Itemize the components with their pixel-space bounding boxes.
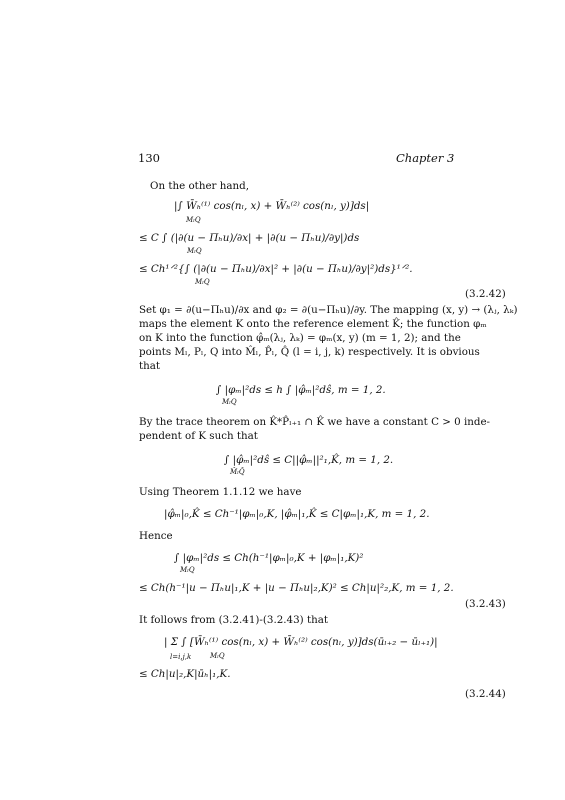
- equation-line: ∫ |φₘ|²ds ≤ Ch(h⁻¹|φₘ|₀,K + |φₘ|₁,K)²: [174, 552, 364, 564]
- text-line: Using Theorem 1.1.12 we have: [139, 486, 302, 498]
- equation-line: ≤ Ch|u|₂,K|ūₕ|₁,K.: [139, 668, 231, 680]
- integral-subscript: MₗQ: [186, 216, 201, 224]
- integral-subscript: MₗQ: [187, 247, 202, 255]
- equation-number: (3.2.43): [465, 598, 506, 610]
- equation-line: | Σ ∫ [W̄ₕ⁽¹⁾ cos(nₗ, x) + W̄ₕ⁽²⁾ cos(nₗ, y)]ds(ūₗ₊₂ − ūₗ₊₁)|: [164, 636, 438, 648]
- integral-subscript: MₗQ: [222, 398, 237, 406]
- integral-subscript: MₗQ: [180, 566, 195, 574]
- equation-line: ≤ Ch¹ᐟ²{∫ (|∂(u − Πₕu)/∂x|² + |∂(u − Πₕu)/∂y|²)ds}¹ᐟ².: [139, 263, 413, 275]
- equation-line: ≤ C ∫ (|∂(u − Πₕu)/∂x| + |∂(u − Πₕu)/∂y|)ds: [139, 232, 360, 244]
- equation-line: |φ̂ₘ|₀,K̂ ≤ Ch⁻¹|φₘ|₀,K, |φ̂ₘ|₁,K̂ ≤ C|φₘ|₁,K, m = 1, 2.: [164, 508, 430, 520]
- text-line: By the trace theorem on K̂*P̂ₗ₊₁ ∩ K̂ we have a constant C > 0 inde-: [139, 416, 491, 428]
- page-number: 130: [138, 151, 160, 165]
- equation-number: (3.2.42): [465, 288, 506, 300]
- text-line: on K into the function φ̂ₘ(λⱼ, λₖ) = φₘ(x, y) (m = 1, 2); and the: [139, 332, 461, 344]
- integral-subscript: MₗQ: [210, 652, 225, 660]
- summation-subscript: l=i,j,k: [170, 653, 192, 661]
- text-line: points Mₗ, Pₗ, Q into M̂ₗ, P̂ₗ, Q̂ (l = i, j, k) respectively. It is obvious: [139, 346, 480, 358]
- equation-number: (3.2.44): [465, 688, 506, 700]
- text-line: Set φ₁ = ∂(u−Πₕu)/∂x and φ₂ = ∂(u−Πₕu)/∂y. The mapping (x, y) → (λⱼ, λₖ): [139, 304, 518, 316]
- equation-line: ≤ Ch(h⁻¹|u − Πₕu|₁,K + |u − Πₕu|₂,K)² ≤ Ch|u|²₂,K, m = 1, 2.: [139, 582, 454, 594]
- equation-line: ∫ |φₘ|²ds ≤ h ∫ |φ̂ₘ|²dŝ, m = 1, 2.: [216, 384, 386, 396]
- equation-line: |∫ W̄ₕ⁽¹⁾ cos(nₗ, x) + W̄ₕ⁽²⁾ cos(nₗ, y)]ds|: [174, 200, 370, 212]
- integral-subscript: M̂ₗQ̂: [230, 468, 245, 476]
- text-line: On the other hand,: [150, 180, 250, 192]
- text-line: that: [139, 360, 161, 372]
- integral-subscript: MₗQ: [195, 278, 210, 286]
- text-line: Hence: [139, 530, 173, 542]
- text-line: maps the element K onto the reference element K̂; the function φₘ: [139, 318, 487, 330]
- chapter-label: Chapter 3: [396, 151, 455, 165]
- text-line: It follows from (3.2.41)-(3.2.43) that: [139, 614, 328, 626]
- equation-line: ∫ |φ̂ₘ|²dŝ ≤ C||φ̂ₘ||²₁,K̂, m = 1, 2.: [224, 454, 394, 466]
- text-line: pendent of K such that: [139, 430, 258, 442]
